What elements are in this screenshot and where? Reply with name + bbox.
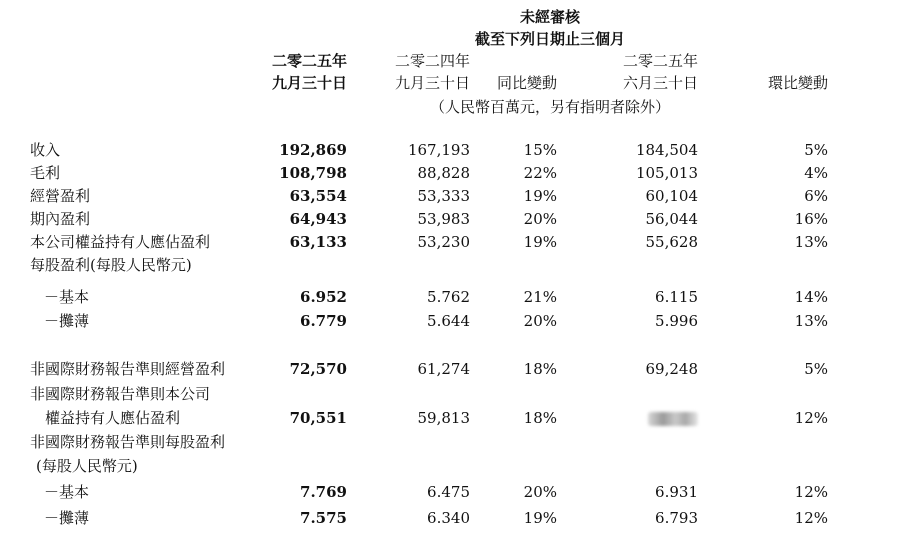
value-2025-jun: 6.931 (655, 483, 698, 501)
value-2025-sep: 6.779 (300, 312, 347, 330)
col-header-2025-sep-line2: 九月三十日 (271, 74, 347, 92)
value-qoq: 12% (794, 409, 828, 427)
row-label: 毛利 (30, 164, 61, 182)
col-header-2024-sep (395, 50, 470, 94)
value-2025-jun: 6.115 (655, 288, 698, 306)
value-2024-sep: 5.762 (427, 288, 470, 306)
value-2025-sep: 108,798 (279, 164, 347, 182)
value-2025-jun: 60,104 (645, 187, 698, 205)
row-label: 本公司權益持有人應佔盈利 (30, 233, 211, 251)
value-qoq: 14% (794, 288, 828, 306)
value-2025-jun: 69,248 (645, 360, 698, 378)
value-2024-sep: 53,983 (417, 210, 470, 228)
value-2025-sep: 192,869 (279, 141, 347, 159)
value-2025-sep: 70,551 (289, 409, 347, 427)
table-row (0, 506, 910, 530)
value-qoq: 6% (804, 187, 828, 205)
blurred-value-mark (648, 412, 698, 426)
row-label: 非國際財務報告準則每股盈利 (30, 433, 226, 451)
row-label: 經營盈利 (30, 187, 91, 205)
table-row (0, 430, 910, 454)
value-2025-jun: 56,044 (645, 210, 698, 228)
value-qoq: 12% (794, 483, 828, 501)
col-header-2024-sep-line1: 二零二四年 (394, 52, 470, 70)
value-2024-sep: 6.340 (427, 509, 470, 527)
value-2025-jun-obscured (648, 406, 698, 430)
value-yoy: 18% (523, 409, 557, 427)
table-row (0, 480, 910, 504)
value-2025-jun: 55,628 (645, 233, 698, 251)
unit-note: （人民幣百萬元，另有指明者除外） (429, 98, 670, 116)
header-title: 未經審核 (519, 8, 580, 26)
value-yoy: 19% (523, 509, 557, 527)
value-2024-sep: 6.475 (427, 483, 470, 501)
col-header-qoq (768, 72, 828, 94)
value-2025-jun: 5.996 (655, 312, 698, 330)
value-2024-sep: 59,813 (417, 409, 470, 427)
table-row (0, 230, 910, 254)
value-qoq: 5% (804, 360, 828, 378)
value-2025-jun: 184,504 (635, 141, 698, 159)
value-yoy: 20% (523, 210, 557, 228)
table-row (0, 184, 910, 208)
row-label: 每股盈利(每股人民幣元) (30, 256, 192, 274)
table-row (0, 406, 910, 430)
col-header-2025-jun-line1: 二零二五年 (622, 52, 698, 70)
row-label: －攤薄 (44, 312, 90, 330)
table-row (0, 382, 910, 406)
value-2025-sep: 64,943 (289, 210, 347, 228)
value-yoy: 20% (523, 483, 557, 501)
table-row (0, 253, 910, 277)
value-2024-sep: 5.644 (427, 312, 470, 330)
value-yoy: 19% (523, 187, 557, 205)
value-2025-sep: 72,570 (289, 360, 347, 378)
value-2025-sep: 7.769 (300, 483, 347, 501)
col-header-2025-sep-line1: 二零二五年 (271, 52, 347, 70)
value-qoq: 4% (804, 164, 828, 182)
row-label: 期內盈利 (30, 210, 91, 228)
table-row (0, 138, 910, 162)
value-qoq: 13% (794, 312, 828, 330)
row-label: －基本 (44, 288, 90, 306)
value-2024-sep: 167,193 (407, 141, 470, 159)
table-row (0, 161, 910, 185)
value-yoy: 19% (523, 233, 557, 251)
value-qoq: 12% (794, 509, 828, 527)
value-yoy: 21% (523, 288, 557, 306)
value-2025-sep: 63,133 (289, 233, 347, 251)
col-header-2024-sep-line2: 九月三十日 (394, 74, 470, 92)
row-label: 非國際財務報告準則經營盈利 (30, 360, 226, 378)
row-label: 收入 (30, 141, 61, 159)
value-2024-sep: 53,333 (417, 187, 470, 205)
row-label: －攤薄 (44, 509, 90, 527)
value-2025-sep: 7.575 (300, 509, 347, 527)
value-yoy: 18% (523, 360, 557, 378)
value-2025-sep: 6.952 (300, 288, 347, 306)
value-yoy: 15% (523, 141, 557, 159)
table-row (0, 207, 910, 231)
table-row (0, 454, 910, 478)
table-row (0, 285, 910, 309)
row-label: 權益持有人應佔盈利 (30, 409, 181, 427)
value-yoy: 22% (523, 164, 557, 182)
col-header-yoy (497, 72, 557, 94)
value-yoy: 20% (523, 312, 557, 330)
value-2024-sep: 53,230 (417, 233, 470, 251)
value-2025-sep: 63,554 (289, 187, 347, 205)
row-label: (每股人民幣元) (36, 457, 138, 475)
col-header-qoq-label: 環比變動 (767, 74, 828, 92)
col-header-yoy-label: 同比變動 (496, 74, 557, 92)
value-2025-jun: 105,013 (635, 164, 698, 182)
value-2025-jun: 6.793 (655, 509, 698, 527)
value-qoq: 13% (794, 233, 828, 251)
table-row (0, 309, 910, 333)
col-header-2025-jun (623, 50, 698, 94)
table-row (0, 357, 910, 381)
header-subtitle: 截至下列日期止三個月 (474, 30, 625, 48)
value-qoq: 16% (794, 210, 828, 228)
value-2024-sep: 61,274 (417, 360, 470, 378)
col-header-2025-sep (272, 50, 347, 94)
row-label: －基本 (44, 483, 90, 501)
value-qoq: 5% (804, 141, 828, 159)
col-header-2025-jun-line2: 六月三十日 (622, 74, 698, 92)
row-label: 非國際財務報告準則本公司 (30, 385, 211, 403)
value-2024-sep: 88,828 (417, 164, 470, 182)
